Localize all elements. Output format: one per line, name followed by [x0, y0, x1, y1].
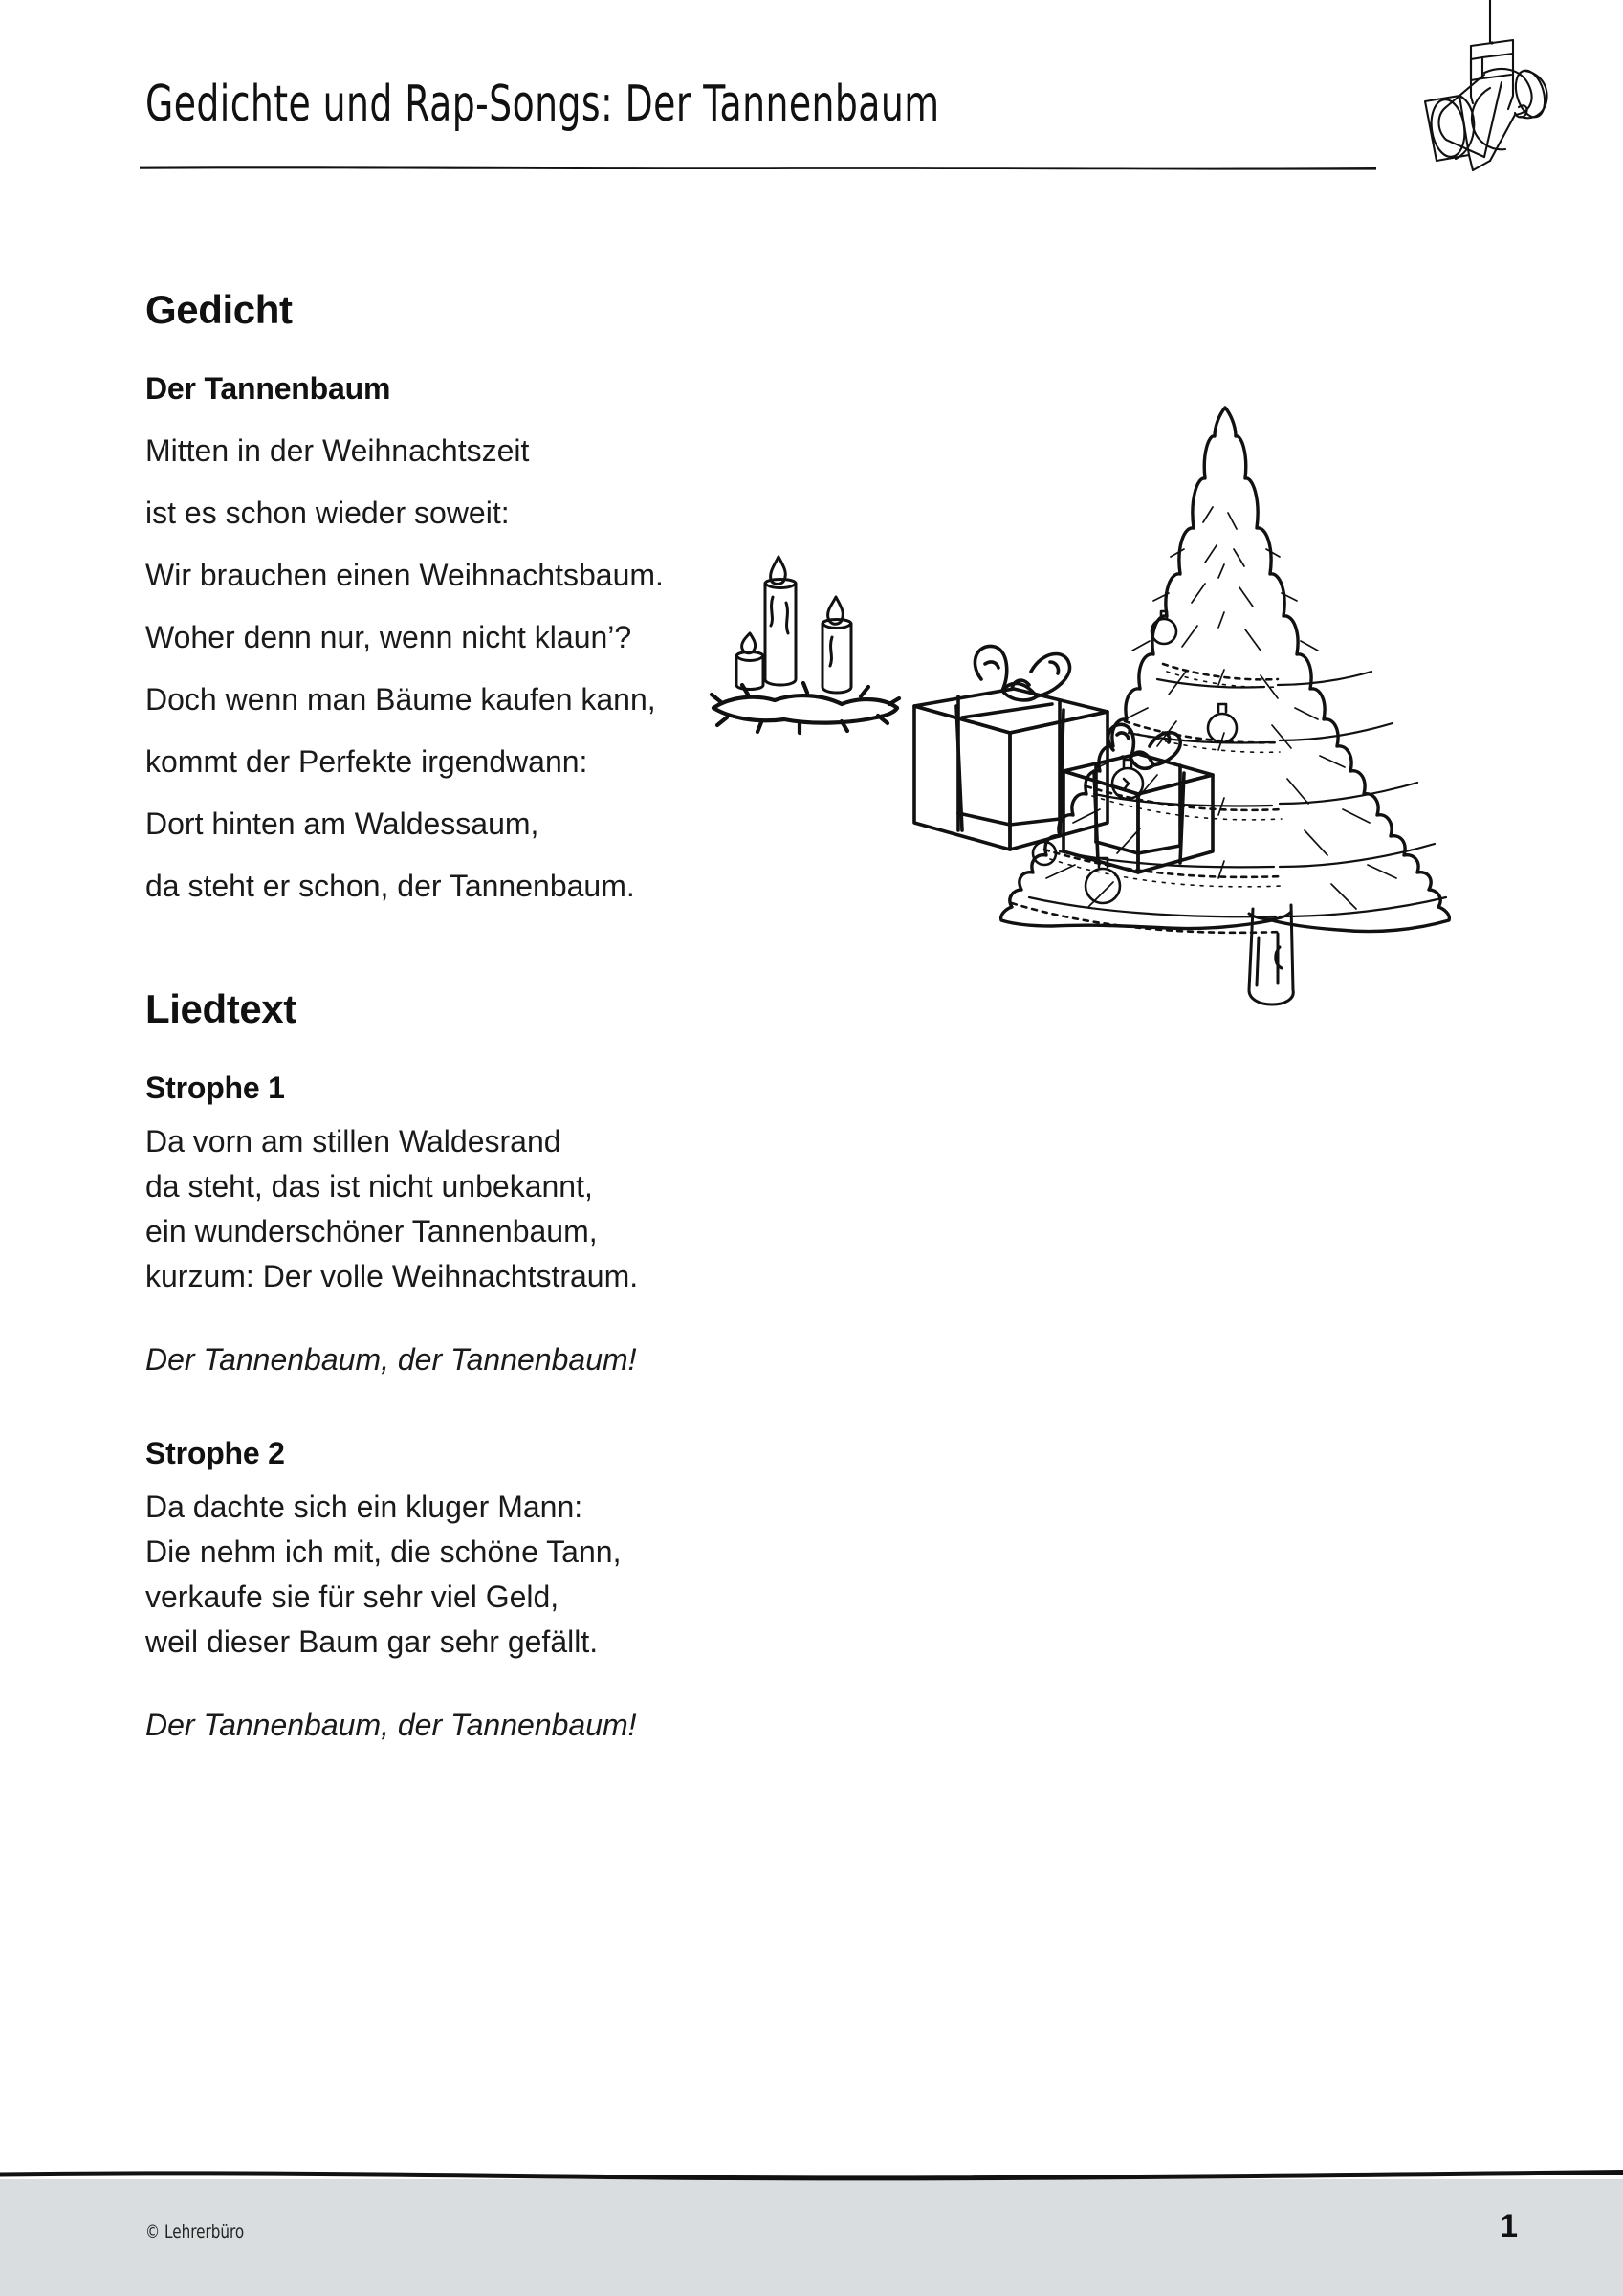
verse-heading: Strophe 1 [145, 1071, 285, 1105]
poem-title: Der Tannenbaum [145, 371, 391, 406]
header-divider [140, 166, 1376, 170]
poem-line: da steht er schon, der Tannenbaum. [145, 869, 635, 903]
spacer [145, 1665, 1102, 1703]
verse-line: da steht, das ist nicht unbekannt, [145, 1169, 593, 1203]
page-footer [0, 2166, 1623, 2296]
song-section-heading: Liedtext [145, 986, 296, 1031]
page-number: 1 [1500, 2208, 1518, 2244]
stage-spotlight-icon [1377, 0, 1623, 188]
verse-refrain: Der Tannenbaum, der Tannenbaum! [145, 1342, 637, 1377]
verse-line: verkaufe sie für sehr viel Geld, [145, 1579, 559, 1614]
poem-line: Woher denn nur, wenn nicht klaun’? [145, 620, 632, 654]
page-title: Gedichte und Rap-Songs: Der Tannenbaum [145, 75, 940, 133]
copyright-notice: © Lehrerbüro [145, 2221, 245, 2242]
poem-line: Doch wenn man Bäume kaufen kann, [145, 682, 656, 717]
poem-line: Mitten in der Weihnachtszeit [145, 433, 530, 468]
footer-divider [0, 2166, 1623, 2183]
spacer [145, 333, 1102, 371]
spacer [145, 933, 1102, 986]
spacer [145, 1106, 1102, 1119]
poem-line: Dort hinten am Waldessaum, [145, 806, 539, 841]
spacer [145, 407, 1102, 435]
poem-section-heading: Gedicht [145, 287, 293, 332]
verse-line: Die nehm ich mit, die schöne Tann, [145, 1534, 622, 1569]
spacer [145, 1382, 1102, 1436]
spacer [145, 1471, 1102, 1485]
verse-block [145, 1436, 1102, 1748]
spacer [145, 1032, 1102, 1071]
verse-line: weil dieser Baum gar sehr gefällt. [145, 1624, 599, 1659]
spacer [145, 1299, 1102, 1337]
verse-line: kurzum: Der volle Weihnachtstraum. [145, 1259, 639, 1293]
verse-line: ein wunderschöner Tannenbaum, [145, 1214, 598, 1248]
poem-line: Wir brauchen einen Weihnachtsbaum. [145, 558, 664, 592]
verse-line: Da dachte sich ein kluger Mann: [145, 1490, 583, 1524]
worksheet-content [145, 287, 1102, 1748]
verse-block [145, 1071, 1102, 1382]
verse-line: Da vorn am stillen Waldesrand [145, 1124, 561, 1159]
poem-line: kommt der Perfekte irgendwann: [145, 744, 588, 779]
poem-line: ist es schon wieder soweit: [145, 496, 510, 530]
page-header [0, 0, 1623, 182]
poem-lines [145, 435, 1102, 901]
verse-heading: Strophe 2 [145, 1436, 285, 1470]
verse-refrain: Der Tannenbaum, der Tannenbaum! [145, 1708, 637, 1742]
